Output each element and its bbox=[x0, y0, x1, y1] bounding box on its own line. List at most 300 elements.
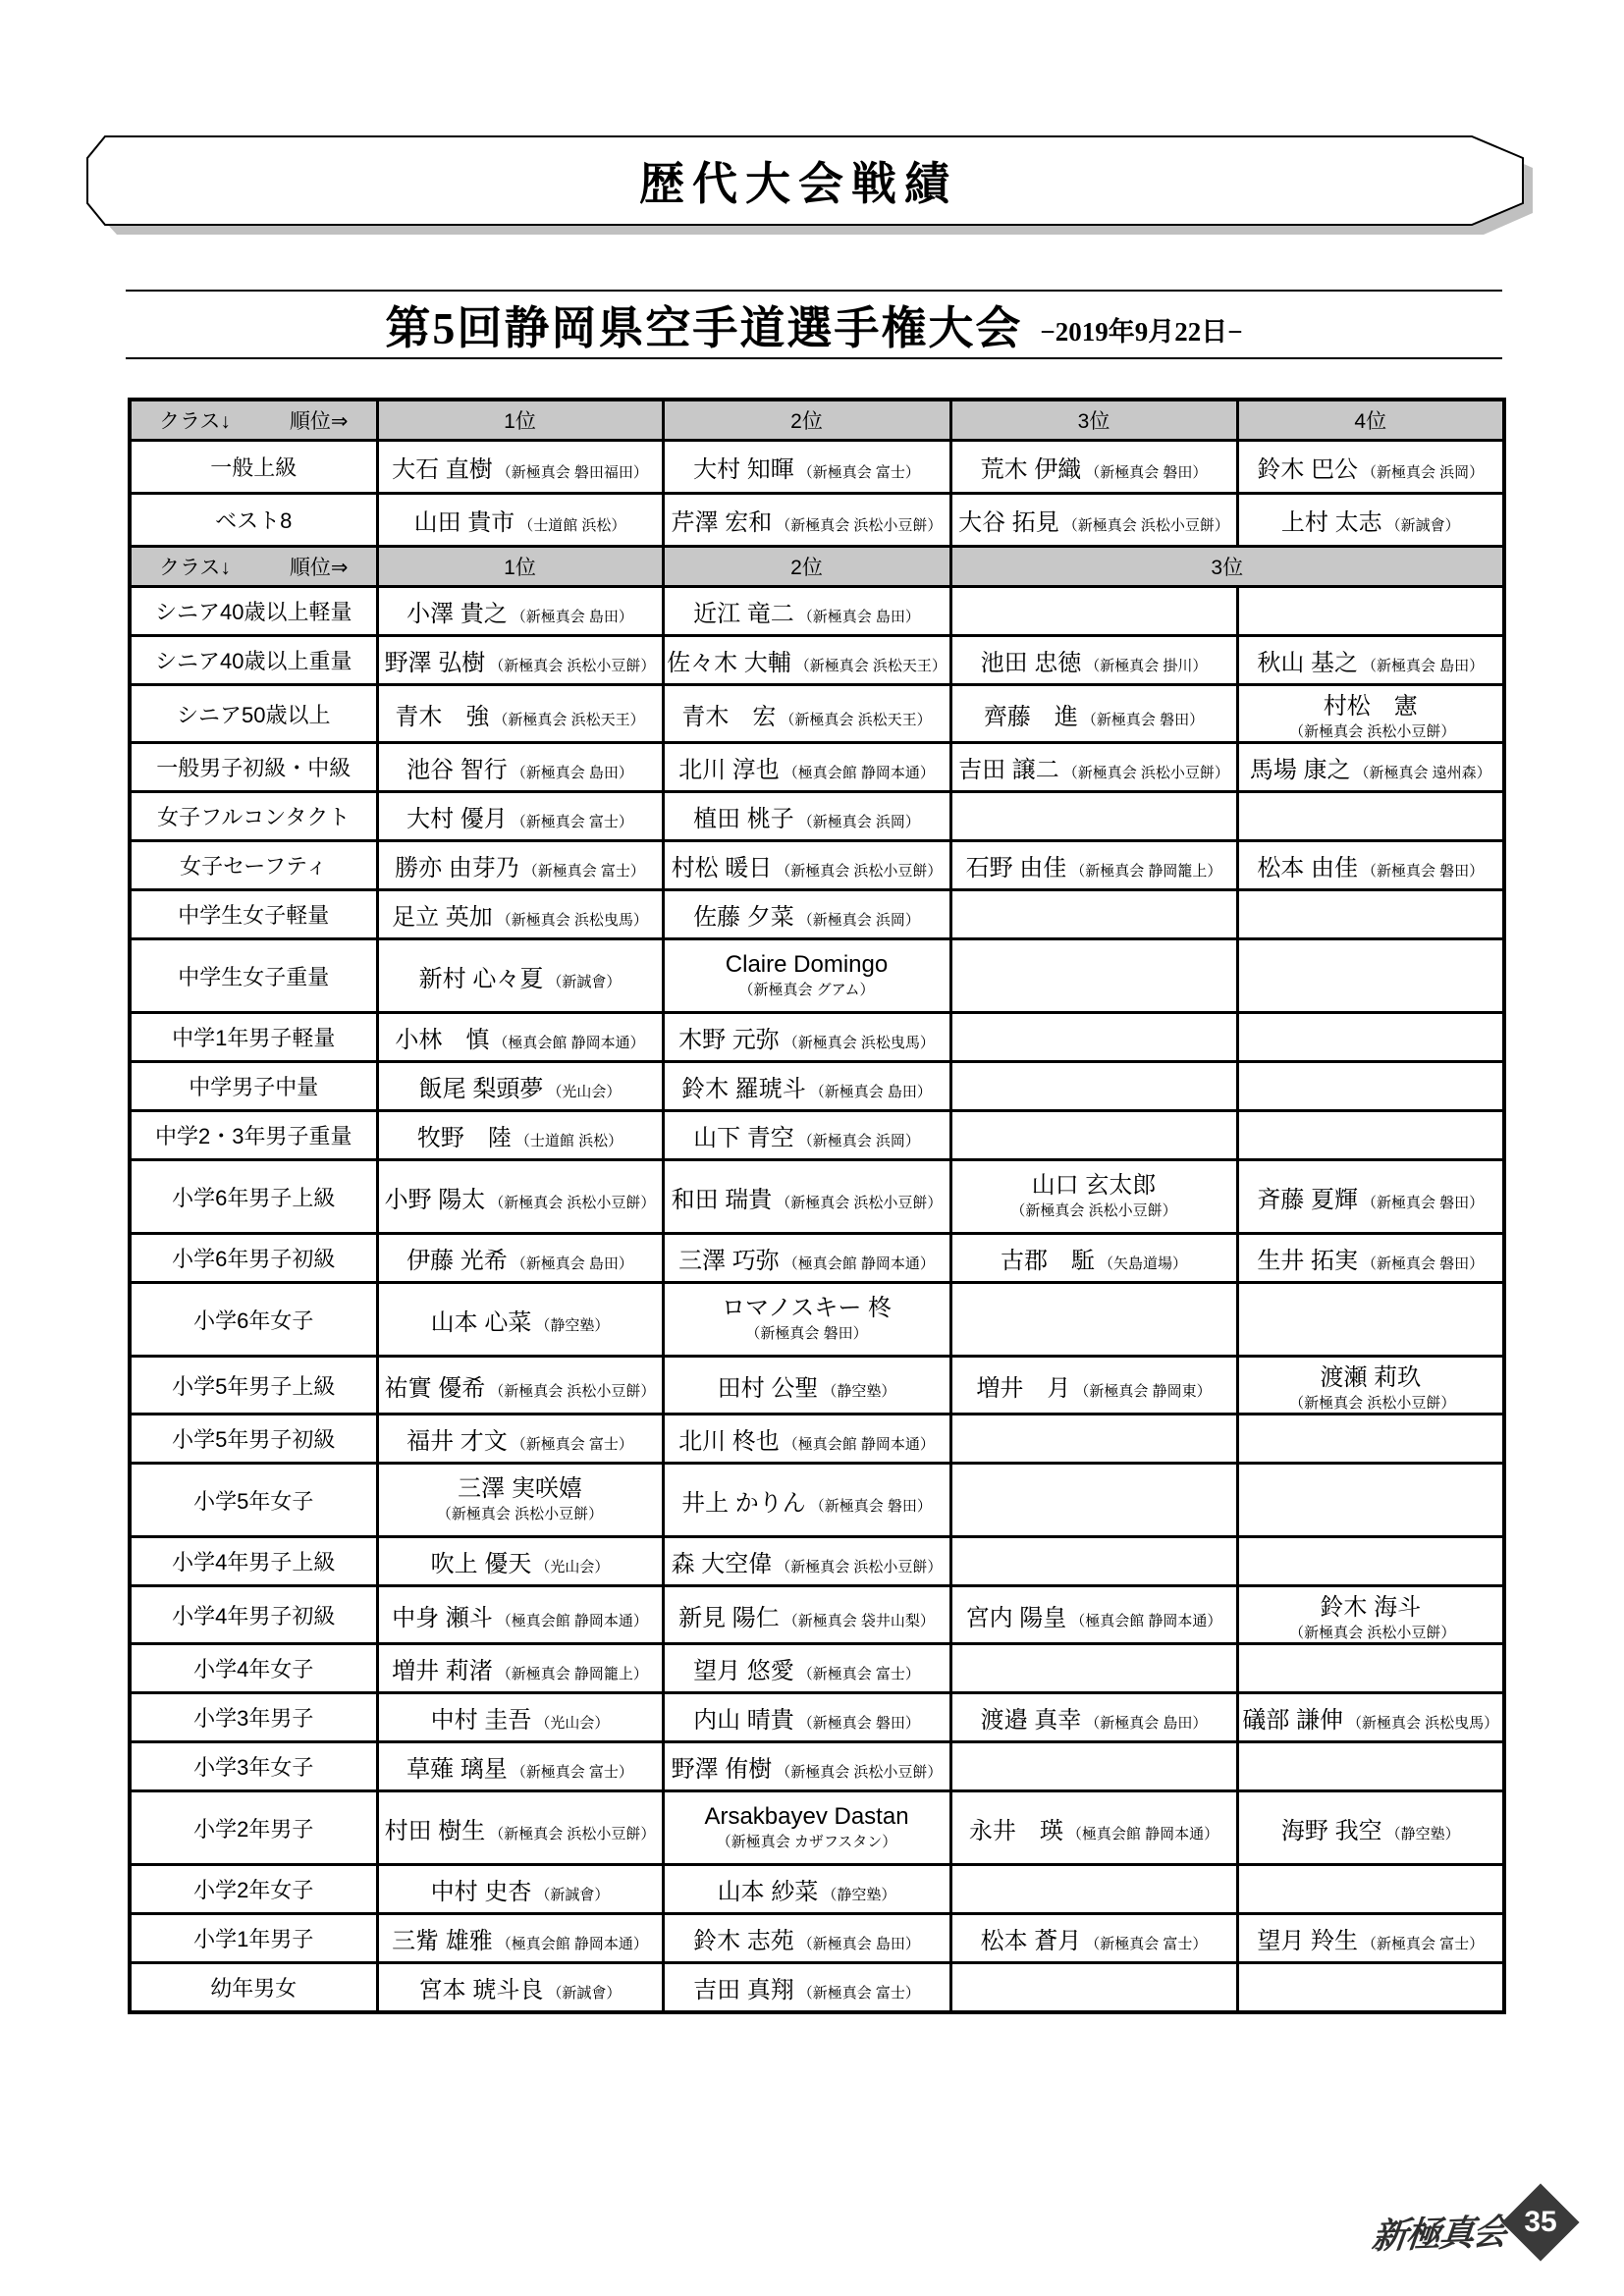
competitor-name: 大石 直樹 bbox=[392, 456, 493, 483]
table-row bbox=[130, 1914, 1504, 1963]
result-cell bbox=[377, 1791, 663, 1865]
result-cell-empty bbox=[1237, 1111, 1504, 1160]
table-row bbox=[130, 1062, 1504, 1111]
competitor-name: 松本 由佳 bbox=[1257, 855, 1358, 881]
competitor-dojo: （光山会） bbox=[535, 1715, 610, 1732]
competitor-dojo: （新極真会 磐田） bbox=[1362, 863, 1485, 880]
competitor-dojo: （新極真会 浜松小豆餅） bbox=[436, 1506, 604, 1522]
competitor-name: 三觜 雄雅 bbox=[392, 1928, 493, 1954]
competitor-dojo: （新極真会 浜松曳馬） bbox=[496, 912, 648, 929]
competitor-name: 松本 蒼月 bbox=[980, 1928, 1082, 1954]
competitor-name: 森 大空偉 bbox=[671, 1551, 773, 1577]
competitor-name: 吉田 真翔 bbox=[693, 1977, 794, 2003]
result-cell bbox=[1237, 494, 1504, 547]
competitor-name: 小林 慎 bbox=[395, 1027, 490, 1053]
result-cell bbox=[377, 1742, 663, 1791]
competitor-name: 石野 由佳 bbox=[965, 855, 1067, 881]
table-row bbox=[130, 1963, 1504, 2013]
competitor-name: 野澤 弘樹 bbox=[384, 650, 486, 676]
competitor-name: 山本 心菜 bbox=[430, 1308, 532, 1336]
result-cell bbox=[663, 685, 950, 743]
result-cell bbox=[663, 1644, 950, 1693]
class-label: ベスト8 bbox=[130, 494, 377, 547]
competitor-dojo: （新極真会 島田） bbox=[511, 609, 633, 625]
table-row bbox=[130, 441, 1504, 494]
result-cell-empty bbox=[1237, 1644, 1504, 1693]
competitor-dojo: （新極真会 浜岡） bbox=[797, 814, 920, 830]
result-cell bbox=[1237, 841, 1504, 890]
competitor-name: 増井 月 bbox=[976, 1374, 1071, 1402]
competitor-name: 牧野 陸 bbox=[416, 1125, 512, 1151]
competitor-dojo: （新極真会 磐田） bbox=[1362, 1255, 1485, 1272]
result-cell-empty bbox=[1237, 1464, 1504, 1537]
competitor-dojo: （新誠會） bbox=[1385, 517, 1460, 534]
class-header-label: クラス↓ bbox=[159, 557, 231, 579]
result-cell bbox=[377, 1865, 663, 1914]
competitor-dojo: （新極真会 浜松小豆餅） bbox=[489, 1382, 656, 1400]
result-cell bbox=[377, 685, 663, 743]
result-cell-empty bbox=[1237, 1062, 1504, 1111]
competitor-dojo: （新極真会 富士） bbox=[797, 464, 920, 481]
competitor-name: 鈴木 巴公 bbox=[1257, 456, 1358, 483]
result-cell-empty bbox=[1237, 1415, 1504, 1464]
class-label: シニア40歳以上重量 bbox=[130, 636, 377, 685]
result-cell bbox=[663, 743, 950, 792]
tournament-name: 第5回静岡県空手道選手権大会 bbox=[385, 302, 1023, 353]
competitor-name: 足立 英加 bbox=[392, 904, 493, 931]
result-cell bbox=[377, 636, 663, 685]
class-label: 小学1年男子 bbox=[130, 1914, 377, 1963]
competitor-name: 佐藤 夕菜 bbox=[693, 904, 794, 931]
result-cell bbox=[377, 792, 663, 841]
competitor-dojo: （新極真会 富士） bbox=[511, 1436, 633, 1453]
result-cell bbox=[663, 1791, 950, 1865]
result-cell bbox=[950, 1357, 1237, 1415]
table-row bbox=[130, 1693, 1504, 1742]
competitor-dojo: （新極真会 島田） bbox=[797, 1936, 920, 1952]
competitor-dojo: （新極真会 浜松天王） bbox=[493, 711, 645, 728]
competitor-dojo: （静空塾） bbox=[822, 1382, 896, 1400]
competitor-name: Claire Domingo bbox=[725, 951, 889, 978]
competitor-name: 北川 淳也 bbox=[678, 757, 780, 783]
competitor-name: 内山 晴貴 bbox=[693, 1707, 794, 1734]
competitor-dojo: （士道館 浜松） bbox=[514, 1133, 623, 1149]
competitor-dojo: （士道館 浜松） bbox=[518, 517, 626, 534]
result-cell bbox=[377, 743, 663, 792]
competitor-name: 木野 元弥 bbox=[678, 1027, 780, 1053]
result-cell bbox=[377, 1062, 663, 1111]
competitor-dojo: （新極真会 浜松小豆餅） bbox=[1289, 1625, 1456, 1641]
competitor-dojo: （新極真会 島田） bbox=[809, 1084, 932, 1100]
competitor-name: 青木 強 bbox=[395, 703, 490, 730]
class-label: 一般上級 bbox=[130, 441, 377, 494]
competitor-dojo: （極真会館 静岡本通） bbox=[496, 1612, 648, 1629]
result-cell bbox=[663, 1111, 950, 1160]
result-cell bbox=[1237, 685, 1504, 743]
competitor-name: 中村 史杏 bbox=[430, 1879, 532, 1905]
competitor-dojo: （新極真会 浜松小豆餅） bbox=[776, 1194, 943, 1211]
competitor-dojo: （光山会） bbox=[535, 1559, 610, 1575]
result-cell bbox=[377, 1013, 663, 1062]
competitor-name: 村松 暖日 bbox=[671, 855, 773, 881]
table-row bbox=[130, 743, 1504, 792]
result-cell bbox=[663, 1537, 950, 1586]
result-cell bbox=[950, 441, 1237, 494]
result-cell-empty bbox=[1237, 890, 1504, 939]
competitor-dojo: （新誠會） bbox=[535, 1887, 610, 1903]
class-label: 小学5年男子初級 bbox=[130, 1415, 377, 1464]
competitor-dojo: （新極真会 富士） bbox=[522, 863, 645, 880]
class-header-label: クラス↓ bbox=[159, 410, 231, 433]
result-cell-empty bbox=[950, 1644, 1237, 1693]
competitor-name: 芹澤 宏和 bbox=[671, 509, 773, 536]
competitor-dojo: （新極真会 静岡籠上） bbox=[496, 1666, 648, 1682]
result-cell bbox=[377, 939, 663, 1013]
class-label: シニア50歳以上 bbox=[130, 685, 377, 743]
result-cell bbox=[663, 1062, 950, 1111]
competitor-dojo: （新極真会 島田） bbox=[797, 609, 920, 625]
page-number-badge bbox=[1501, 2183, 1579, 2261]
result-cell bbox=[377, 1160, 663, 1234]
competitor-name: 新村 心々夏 bbox=[418, 965, 544, 992]
result-cell bbox=[950, 1693, 1237, 1742]
competitor-dojo: （新極真会 浜松小豆餅） bbox=[1062, 517, 1229, 534]
result-cell bbox=[663, 1742, 950, 1791]
header-rank-cell: 1位 bbox=[377, 400, 663, 441]
result-cell bbox=[663, 1283, 950, 1357]
competitor-dojo: （新極真会 磐田） bbox=[809, 1497, 932, 1515]
competitor-dojo: （新極真会 島田） bbox=[511, 765, 633, 781]
result-cell-empty bbox=[1237, 1013, 1504, 1062]
result-cell-empty bbox=[950, 1464, 1237, 1537]
table-row bbox=[130, 1357, 1504, 1415]
table-row bbox=[130, 636, 1504, 685]
result-cell bbox=[1237, 743, 1504, 792]
competitor-name: 和田 瑞貴 bbox=[671, 1186, 773, 1213]
header-row bbox=[130, 547, 1504, 587]
competitor-name: 植田 桃子 bbox=[693, 806, 794, 832]
result-cell-empty bbox=[950, 890, 1237, 939]
competitor-name: 大村 優月 bbox=[406, 806, 508, 832]
result-cell-empty bbox=[1237, 1537, 1504, 1586]
competitor-dojo: （新極真会 富士） bbox=[1085, 1936, 1208, 1952]
table-row bbox=[130, 890, 1504, 939]
competitor-name: 大村 知暉 bbox=[693, 456, 794, 483]
result-cell bbox=[377, 1357, 663, 1415]
result-cell-empty bbox=[950, 1415, 1237, 1464]
competitor-name: 青木 宏 bbox=[681, 703, 777, 730]
results-table bbox=[128, 398, 1506, 2014]
result-cell bbox=[950, 743, 1237, 792]
result-cell-empty bbox=[1237, 1963, 1504, 2013]
result-cell bbox=[950, 494, 1237, 547]
class-label: 中学1年男子軽量 bbox=[130, 1013, 377, 1062]
competitor-dojo: （新誠會） bbox=[547, 1985, 622, 2002]
competitor-name: 小野 陽太 bbox=[384, 1186, 486, 1213]
competitor-dojo: （新極真会 浜松小豆餅） bbox=[1289, 723, 1456, 740]
competitor-dojo: （新極真会 浜松小豆餅） bbox=[1010, 1202, 1177, 1219]
table-row bbox=[130, 1644, 1504, 1693]
competitor-dojo: （新極真会 静岡東） bbox=[1074, 1382, 1212, 1400]
result-cell bbox=[663, 1914, 950, 1963]
competitor-name: 吹上 優天 bbox=[430, 1551, 532, 1577]
title-band bbox=[85, 125, 1539, 242]
competitor-name: 吉田 譲二 bbox=[958, 757, 1059, 783]
table-row bbox=[130, 587, 1504, 636]
competitor-dojo: （新極真会 島田） bbox=[511, 1255, 633, 1272]
competitor-dojo: （新極真会 磐田） bbox=[1081, 711, 1205, 728]
page-title: 歴代大会戦績 bbox=[639, 158, 957, 209]
result-cell-empty bbox=[950, 1742, 1237, 1791]
table-row bbox=[130, 939, 1504, 1013]
class-label: 小学6年男子上級 bbox=[130, 1160, 377, 1234]
result-cell bbox=[1237, 1914, 1504, 1963]
result-cell bbox=[377, 1586, 663, 1644]
result-cell bbox=[950, 1586, 1237, 1644]
competitor-dojo: （新極真会 浜松小豆餅） bbox=[776, 863, 943, 880]
competitor-name: 海野 我空 bbox=[1280, 1817, 1382, 1844]
competitor-name: 中村 圭吾 bbox=[430, 1707, 532, 1734]
table-row bbox=[130, 792, 1504, 841]
result-cell-empty bbox=[950, 1111, 1237, 1160]
competitor-name: 礒部 謙伸 bbox=[1242, 1707, 1343, 1734]
competitor-name: 北川 柊也 bbox=[678, 1428, 780, 1455]
tournament-date: −2019年9月22日− bbox=[1040, 317, 1243, 347]
competitor-dojo: （新極真会 富士） bbox=[511, 814, 633, 830]
class-label: 中学生女子重量 bbox=[130, 939, 377, 1013]
class-label: 小学6年女子 bbox=[130, 1283, 377, 1357]
result-cell bbox=[663, 939, 950, 1013]
competitor-name: 小澤 貴之 bbox=[406, 601, 508, 627]
competitor-name: 上村 太志 bbox=[1280, 509, 1382, 536]
result-cell bbox=[663, 441, 950, 494]
result-cell bbox=[950, 1234, 1237, 1283]
competitor-name: 山口 玄太郎 bbox=[1031, 1172, 1157, 1199]
competitor-dojo: （新極真会 浜松曳馬） bbox=[1347, 1715, 1499, 1732]
competitor-name: Arsakbayev Dastan bbox=[704, 1803, 909, 1830]
competitor-name: 馬場 康之 bbox=[1249, 757, 1351, 783]
rank-header-label: 順位⇒ bbox=[289, 410, 349, 433]
result-cell-empty bbox=[1237, 587, 1504, 636]
competitor-dojo: （新極真会 浜松小豆餅） bbox=[776, 517, 943, 534]
class-label: 小学5年男子上級 bbox=[130, 1357, 377, 1415]
competitor-dojo: （極真会館 静岡本通） bbox=[1066, 1825, 1219, 1842]
result-cell bbox=[377, 1464, 663, 1537]
competitor-name: 村松 憲 bbox=[1323, 693, 1418, 720]
competitor-name: 荒木 伊織 bbox=[980, 456, 1082, 483]
class-label: 幼年男女 bbox=[130, 1963, 377, 2013]
table-row bbox=[130, 1283, 1504, 1357]
class-label: 一般男子初級・中級 bbox=[130, 743, 377, 792]
result-cell bbox=[377, 1234, 663, 1283]
result-cell-empty bbox=[950, 1865, 1237, 1914]
competitor-name: 宮本 琥斗良 bbox=[418, 1977, 544, 2003]
competitor-dojo: （新極真会 浜松曳馬） bbox=[783, 1035, 935, 1051]
competitor-name: 勝亦 由芽乃 bbox=[395, 855, 519, 881]
result-cell bbox=[377, 1537, 663, 1586]
competitor-dojo: （新極真会 磐田） bbox=[1362, 1194, 1485, 1211]
table-row bbox=[130, 1234, 1504, 1283]
competitor-dojo: （静空塾） bbox=[1385, 1825, 1460, 1842]
competitor-name: 中身 瀬斗 bbox=[392, 1604, 493, 1631]
result-cell bbox=[663, 1963, 950, 2013]
competitor-dojo: （新極真会 浜松天王） bbox=[780, 711, 932, 728]
result-cell-empty bbox=[950, 587, 1237, 636]
competitor-name: 鈴木 志苑 bbox=[693, 1928, 794, 1954]
result-cell bbox=[1237, 636, 1504, 685]
result-cell bbox=[663, 1357, 950, 1415]
result-cell bbox=[1237, 1586, 1504, 1644]
competitor-name: 山本 紗菜 bbox=[717, 1879, 819, 1905]
class-label: 小学6年男子初級 bbox=[130, 1234, 377, 1283]
result-cell bbox=[950, 1791, 1237, 1865]
competitor-name: 渡瀬 莉玖 bbox=[1320, 1364, 1422, 1391]
competitor-dojo: （新極真会 富士） bbox=[511, 1764, 633, 1781]
header-rank-cell: 4位 bbox=[1237, 400, 1504, 441]
result-cell bbox=[377, 1693, 663, 1742]
competitor-dojo: （静空塾） bbox=[822, 1887, 896, 1903]
competitor-name: 増井 莉渚 bbox=[392, 1658, 493, 1684]
competitor-dojo: （静空塾） bbox=[535, 1316, 610, 1334]
competitor-name: 鈴木 羅琥斗 bbox=[681, 1076, 806, 1102]
header-class-cell bbox=[130, 400, 377, 441]
result-cell bbox=[1237, 1791, 1504, 1865]
class-label: 小学3年男子 bbox=[130, 1693, 377, 1742]
competitor-name: 伊藤 光希 bbox=[406, 1248, 508, 1274]
competitor-dojo: （新極真会 カザフスタン） bbox=[716, 1834, 897, 1850]
competitor-dojo: （新極真会 富士） bbox=[1362, 1936, 1485, 1952]
competitor-dojo: （極真会館 静岡本通） bbox=[783, 765, 935, 781]
competitor-name: 村田 樹生 bbox=[384, 1817, 486, 1844]
result-cell bbox=[663, 890, 950, 939]
table-row bbox=[130, 1415, 1504, 1464]
competitor-dojo: （新極真会 浜岡） bbox=[797, 912, 920, 929]
table-row bbox=[130, 685, 1504, 743]
table-row bbox=[130, 1160, 1504, 1234]
competitor-name: 祐實 優希 bbox=[384, 1374, 486, 1402]
class-label: 小学2年女子 bbox=[130, 1865, 377, 1914]
result-cell bbox=[1237, 441, 1504, 494]
table-row bbox=[130, 1013, 1504, 1062]
result-cell bbox=[377, 441, 663, 494]
competitor-name: 鈴木 海斗 bbox=[1320, 1594, 1422, 1621]
competitor-dojo: （新極真会 浜松小豆餅） bbox=[489, 1825, 656, 1842]
competitor-dojo: （新極真会 浜松小豆餅） bbox=[489, 658, 656, 674]
competitor-name: 永井 瑛 bbox=[968, 1817, 1063, 1844]
result-cell bbox=[1237, 1160, 1504, 1234]
competitor-dojo: （光山会） bbox=[547, 1084, 622, 1100]
header-rank-cell: 3位 bbox=[950, 400, 1237, 441]
table-row bbox=[130, 1791, 1504, 1865]
result-cell bbox=[663, 636, 950, 685]
result-cell bbox=[663, 1160, 950, 1234]
competitor-name: 山田 貴市 bbox=[413, 509, 515, 536]
header-rank-cell: 2位 bbox=[663, 400, 950, 441]
competitor-name: 田村 公聖 bbox=[717, 1374, 819, 1402]
competitor-dojo: （新極真会 富士） bbox=[797, 1666, 920, 1682]
header-row bbox=[130, 400, 1504, 441]
result-cell bbox=[663, 792, 950, 841]
rank-header-label: 順位⇒ bbox=[289, 557, 349, 579]
competitor-name: 渡邉 真幸 bbox=[980, 1707, 1082, 1734]
competitor-dojo: （矢島道場） bbox=[1098, 1255, 1187, 1272]
competitor-name: 宮内 陽皇 bbox=[965, 1604, 1067, 1631]
competitor-dojo: （新極真会 磐田） bbox=[745, 1325, 868, 1342]
result-cell bbox=[663, 494, 950, 547]
competitor-name: 井上 かりん bbox=[681, 1489, 806, 1517]
table-row bbox=[130, 841, 1504, 890]
result-cell bbox=[950, 636, 1237, 685]
competitor-name: 三澤 実咲嬉 bbox=[458, 1475, 582, 1502]
result-cell bbox=[663, 1234, 950, 1283]
competitor-dojo: （新極真会 磐田） bbox=[1085, 464, 1208, 481]
class-label: 小学3年女子 bbox=[130, 1742, 377, 1791]
result-cell bbox=[663, 1013, 950, 1062]
result-cell-empty bbox=[950, 1537, 1237, 1586]
class-label: 中学2・3年男子重量 bbox=[130, 1111, 377, 1160]
competitor-dojo: （新極真会 浜松小豆餅） bbox=[1289, 1395, 1456, 1412]
competitor-dojo: （新極真会 遠州森） bbox=[1354, 765, 1491, 781]
result-cell bbox=[950, 1160, 1237, 1234]
competitor-dojo: （新極真会 浜松小豆餅） bbox=[1062, 765, 1229, 781]
result-cell bbox=[377, 1644, 663, 1693]
result-cell-empty bbox=[950, 939, 1237, 1013]
table-row bbox=[130, 1464, 1504, 1537]
competitor-dojo: （新極真会 浜松小豆餅） bbox=[489, 1194, 656, 1211]
results-table-body bbox=[130, 400, 1504, 2012]
header-rank-cell: 2位 bbox=[663, 547, 950, 587]
result-cell bbox=[663, 841, 950, 890]
table-row bbox=[130, 494, 1504, 547]
competitor-name: 新見 陽仁 bbox=[678, 1604, 780, 1631]
competitor-dojo: （新極真会 袋井山梨） bbox=[783, 1612, 935, 1629]
result-cell bbox=[950, 841, 1237, 890]
competitor-dojo: （新極真会 掛川） bbox=[1085, 658, 1208, 674]
competitor-dojo: （極真会館 静岡本通） bbox=[493, 1035, 645, 1051]
competitor-name: 古郡 駈 bbox=[1000, 1248, 1095, 1274]
result-cell-empty bbox=[1237, 939, 1504, 1013]
competitor-dojo: （新極真会 磐田福田） bbox=[496, 464, 648, 481]
result-cell-empty bbox=[1237, 1283, 1504, 1357]
competitor-name: 野澤 侑樹 bbox=[671, 1756, 773, 1783]
class-label: 小学4年男子上級 bbox=[130, 1537, 377, 1586]
result-cell-empty bbox=[1237, 1865, 1504, 1914]
result-cell bbox=[377, 1963, 663, 2013]
competitor-name: ロマノスキー 柊 bbox=[722, 1295, 892, 1321]
competitor-dojo: （新極真会 浜松小豆餅） bbox=[776, 1764, 943, 1781]
result-cell bbox=[377, 1914, 663, 1963]
class-label: 女子フルコンタクト bbox=[130, 792, 377, 841]
competitor-name: 草薙 璃星 bbox=[406, 1756, 508, 1783]
result-cell-empty bbox=[950, 1062, 1237, 1111]
competitor-name: 齊藤 進 bbox=[983, 703, 1078, 730]
competitor-name: 山下 青空 bbox=[693, 1125, 794, 1151]
class-label: 中学生女子軽量 bbox=[130, 890, 377, 939]
result-cell bbox=[663, 587, 950, 636]
result-cell bbox=[377, 494, 663, 547]
competitor-name: 生井 拓実 bbox=[1257, 1248, 1358, 1274]
competitor-name: 望月 羚生 bbox=[1257, 1928, 1358, 1954]
result-cell bbox=[377, 1111, 663, 1160]
competitor-dojo: （新極真会 グアム） bbox=[738, 982, 875, 998]
result-cell bbox=[950, 685, 1237, 743]
table-row bbox=[130, 1865, 1504, 1914]
competitor-dojo: （新極真会 島田） bbox=[1085, 1715, 1208, 1732]
class-label: 中学男子中量 bbox=[130, 1062, 377, 1111]
class-label: シニア40歳以上軽量 bbox=[130, 587, 377, 636]
class-label: 小学4年男子初級 bbox=[130, 1586, 377, 1644]
header-class-cell bbox=[130, 547, 377, 587]
